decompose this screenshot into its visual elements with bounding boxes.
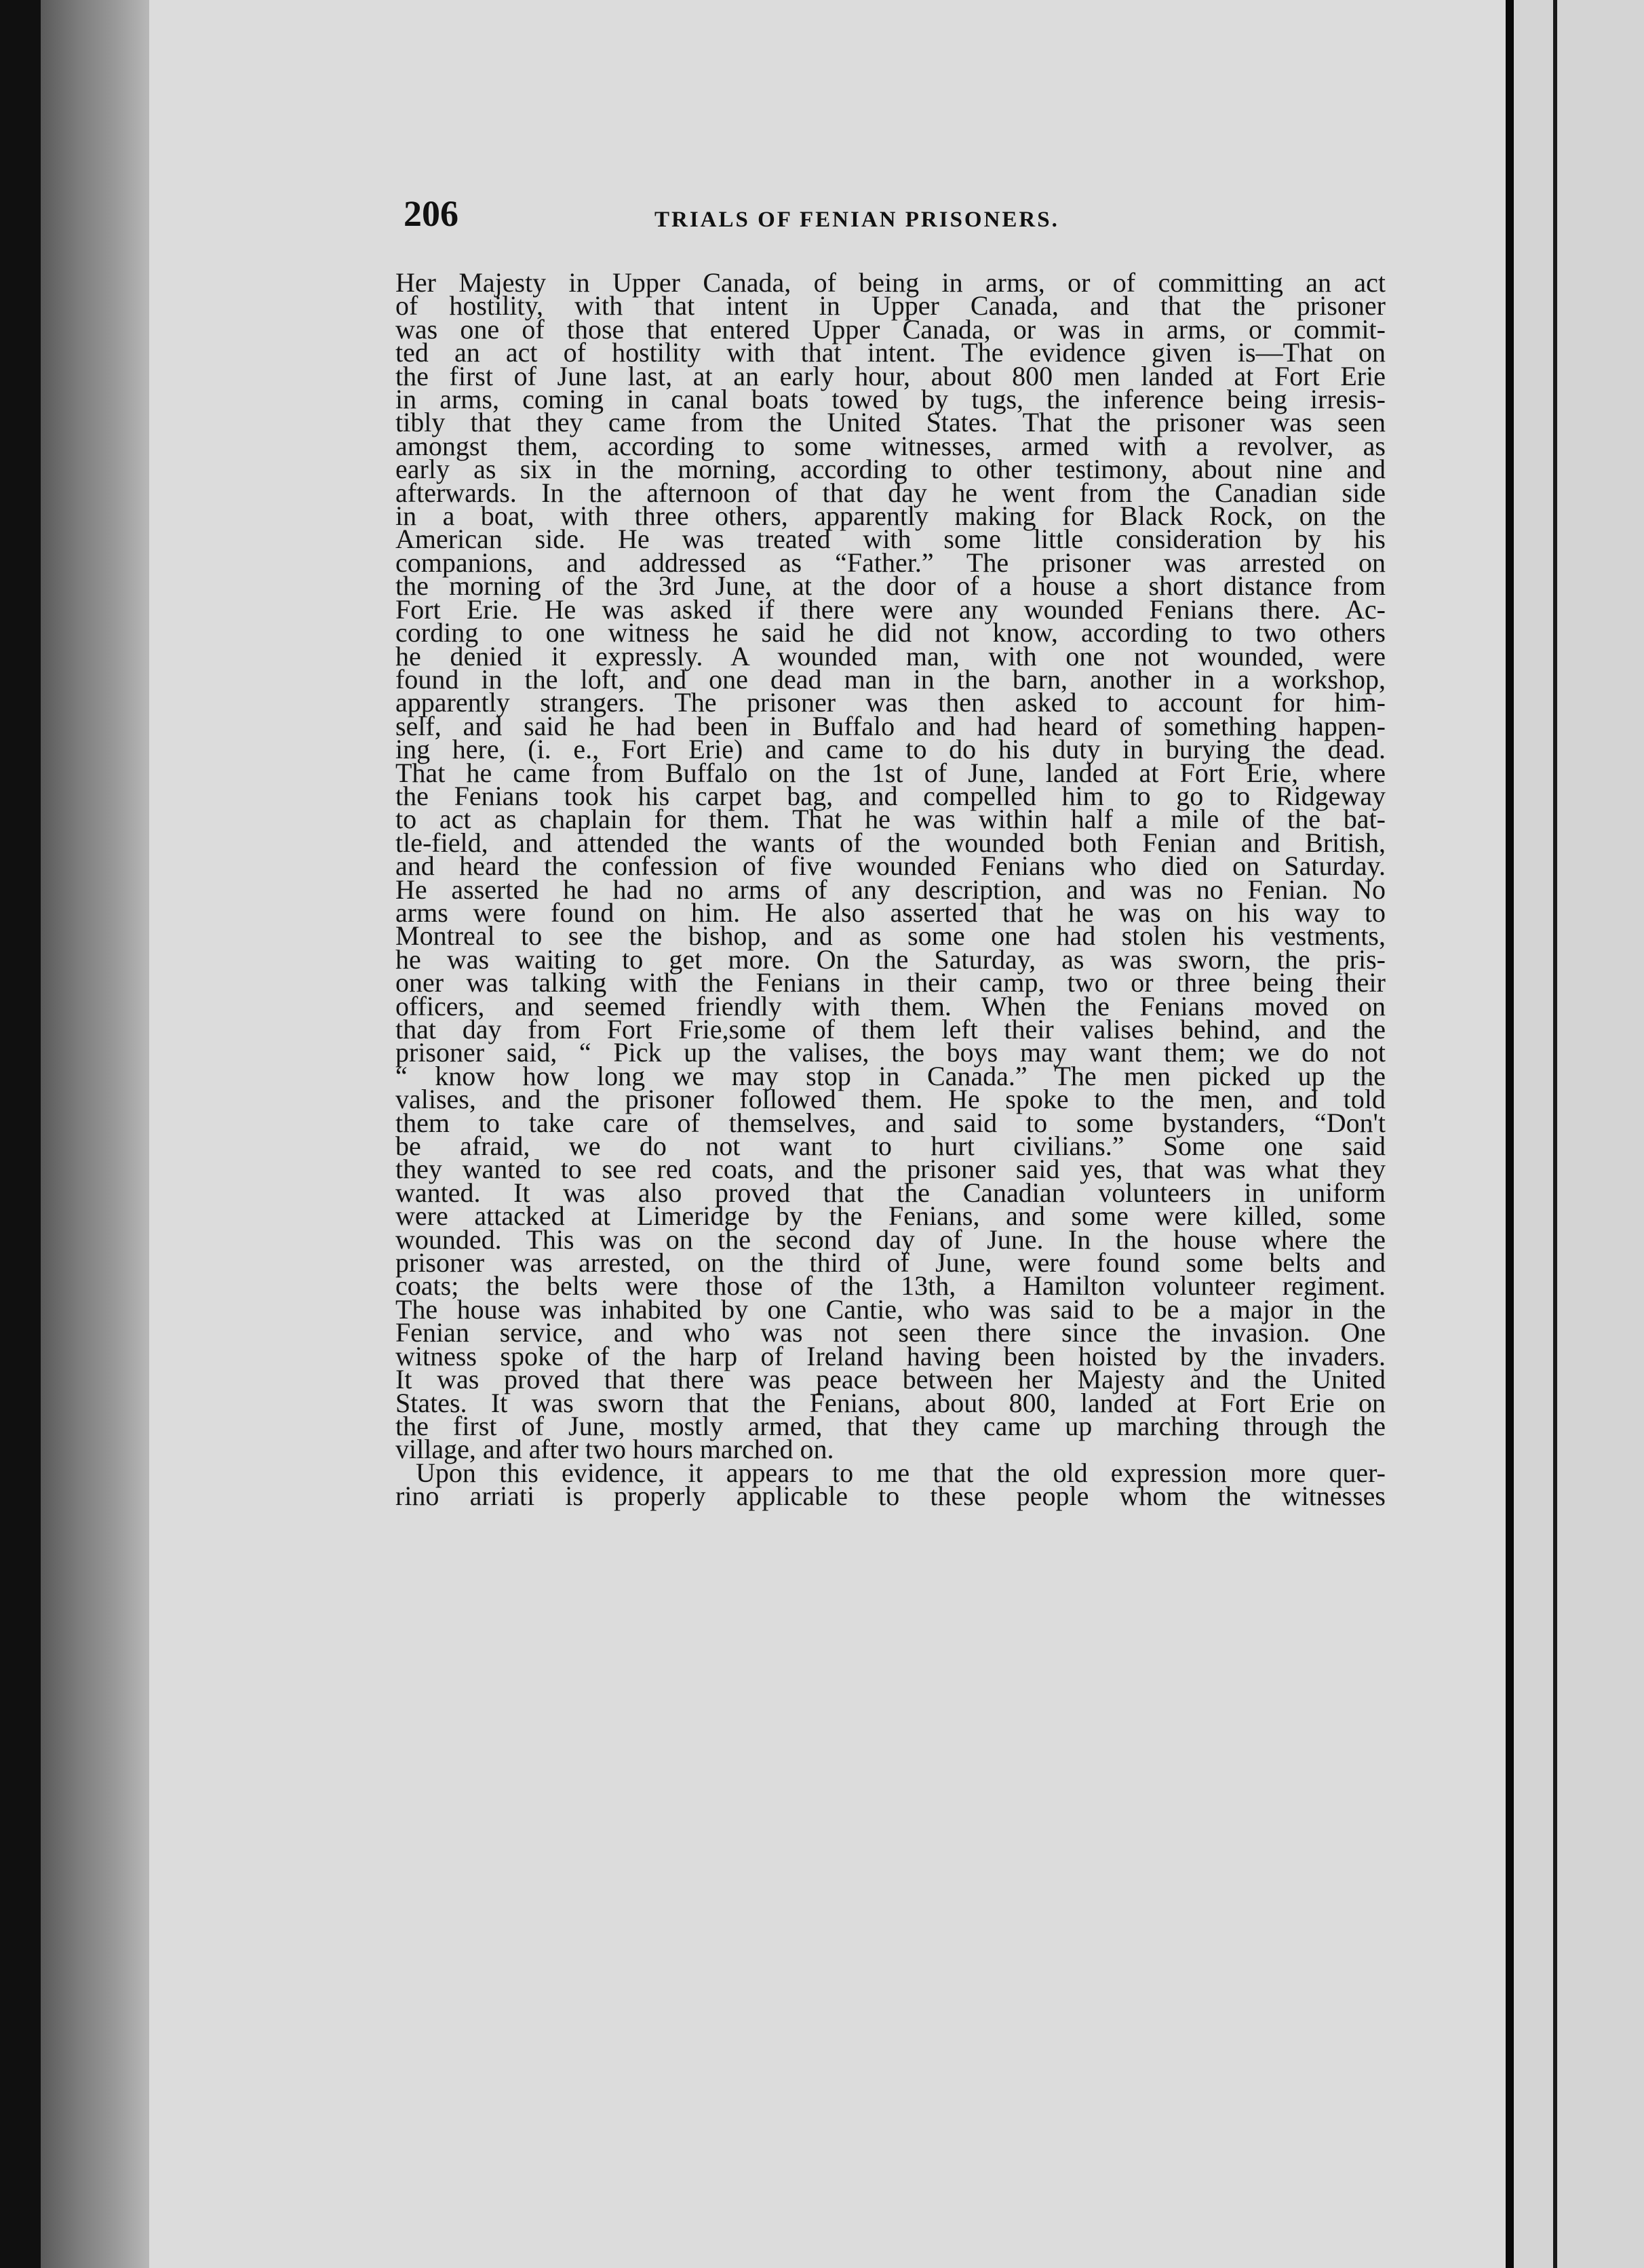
text-line: be afraid, we do not want to hurt civilians.” Some one said: [395, 1131, 1386, 1162]
text-line: them to take care of themselves, and said to some bystanders, “Don't: [395, 1107, 1386, 1138]
text-line: tibly that they came from the United States. That the prisoner was seen: [395, 407, 1386, 438]
text-line: that day from Fort Frie,some of them left their valises behind, and the: [395, 1014, 1386, 1044]
text-line: apparently strangers. The prisoner was then asked to account for him-: [395, 687, 1386, 718]
text-line: Her Majesty in Upper Canada, of being in arms, or of committing an act: [395, 267, 1386, 298]
text-line: rino arriati is properly applicable to these people whom the witnesses: [395, 1481, 1386, 1512]
text-line: in arms, coming in canal boats towed by tugs, the inference being irresis-: [395, 384, 1386, 415]
text-line: self, and said he had been in Buffalo and had heard of something happen-: [395, 710, 1386, 741]
text-line: Fort Erie. He was asked if there were any wounded Fenians there. Ac-: [395, 593, 1386, 625]
text-line: prisoner was arrested, on the third of June, were found some belts and: [395, 1247, 1386, 1278]
text-line: ted an act of hostility with that intent. The evidence given is—That on: [395, 337, 1386, 368]
text-line: officers, and seemed friendly with them. When the Fenians moved on: [395, 990, 1386, 1021]
text-line: Montreal to see the bishop, and as some one had stolen his vestments,: [395, 920, 1386, 952]
text-line: ing here, (i. e., Fort Erie) and came to do his duty in burying the dead.: [395, 734, 1386, 765]
text-line: prisoner said, “ Pick up the valises, the boys may want them; we do not: [395, 1037, 1386, 1068]
text-line: companions, and addressed as “Father.” The prisoner was arrested on: [395, 547, 1386, 578]
adjacent-page-rule: [1553, 0, 1557, 2268]
text-line: witness spoke of the harp of Ireland having been hoisted by the invaders.: [395, 1340, 1386, 1371]
text-line: States. It was sworn that the Fenians, about 800, landed at Fort Erie on: [395, 1387, 1386, 1418]
text-line: oner was talking with the Fenians in their camp, two or three being their: [395, 967, 1386, 998]
text-line: That he came from Buffalo on the 1st of June, landed at Fort Erie, where: [395, 757, 1386, 788]
text-line: the morning of the 3rd June, at the door of a house a short distance from: [395, 570, 1386, 602]
running-head: TRIALS OF FENIAN PRISONERS.: [654, 208, 1059, 232]
text-line: wanted. It was also proved that the Canadian volunteers in uniform: [395, 1177, 1386, 1208]
text-line: the first of June last, at an early hour, about 800 men landed at Fort Erie: [395, 360, 1386, 391]
text-line: early as six in the morning, according to other testimony, about nine and: [395, 454, 1386, 485]
text-line: “ know how long we may stop in Canada.” The men picked up the: [395, 1060, 1386, 1091]
text-line: Upon this evidence, it appears to me that the old expression more quer-: [416, 1457, 1386, 1488]
text-line: He asserted he had no arms of any description, and was no Fenian. No: [395, 874, 1386, 905]
text-line: of hostility, with that intent in Upper Canada, and that the prisoner: [395, 290, 1386, 321]
text-line: village, and after two hours marched on.: [395, 1434, 834, 1465]
text-line: afterwards. In the afternoon of that day he went from the Canadian side: [395, 477, 1386, 508]
text-line: It was proved that there was peace between her Majesty and the United: [395, 1364, 1386, 1395]
page-divider: [1506, 0, 1514, 2268]
page-number: 206: [404, 193, 458, 234]
text-line: American side. He was treated with some little consideration by his: [395, 524, 1386, 555]
text-line: they wanted to see red coats, and the prisoner said yes, that was what they: [395, 1154, 1386, 1185]
text-line: the first of June, mostly armed, that they came up marching through the: [395, 1410, 1386, 1441]
adjacent-page-edge: [1514, 0, 1644, 2268]
body-text: [395, 267, 1386, 1512]
text-line: The house was inhabited by one Cantie, who was said to be a major in the: [395, 1293, 1386, 1325]
text-line: amongst them, according to some witnesses, armed with a revolver, as: [395, 430, 1386, 461]
text-line: in a boat, with three others, apparently making for Black Rock, on the: [395, 501, 1386, 532]
scan-border-left: [0, 0, 41, 2268]
text-line: and heard the confession of five wounded Fenians who died on Saturday.: [395, 850, 1386, 882]
page-header: [404, 193, 1380, 247]
text-line: to act as chaplain for them. That he was within half a mile of the bat-: [395, 804, 1386, 835]
text-line: were attacked at Limeridge by the Fenians, and some were killed, some: [395, 1200, 1386, 1232]
text-line: the Fenians took his carpet bag, and compelled him to go to Ridgeway: [395, 780, 1386, 811]
text-line: tle-field, and attended the wants of the wounded both Fenian and British,: [395, 827, 1386, 858]
text-line: he was waiting to get more. On the Saturday, as was sworn, the pris-: [395, 943, 1386, 975]
book-gutter: [41, 0, 149, 2268]
text-line: valises, and the prisoner followed them. He spoke to the men, and told: [395, 1084, 1386, 1115]
text-line: he denied it expressly. A wounded man, with one not wounded, were: [395, 640, 1386, 671]
text-line: Fenian service, and who was not seen there since the invasion. One: [395, 1317, 1386, 1348]
text-line: coats; the belts were those of the 13th, a Hamilton volunteer regiment.: [395, 1270, 1386, 1302]
text-line: was one of those that entered Upper Canada, or was in arms, or commit-: [395, 313, 1386, 345]
text-line: cording to one witness he said he did not know, according to two others: [395, 617, 1386, 648]
text-line: found in the loft, and one dead man in the barn, another in a workshop,: [395, 663, 1386, 695]
text-line: wounded. This was on the second day of June. In the house where the: [395, 1224, 1386, 1255]
text-line: arms were found on him. He also asserted that he was on his way to: [395, 897, 1386, 928]
